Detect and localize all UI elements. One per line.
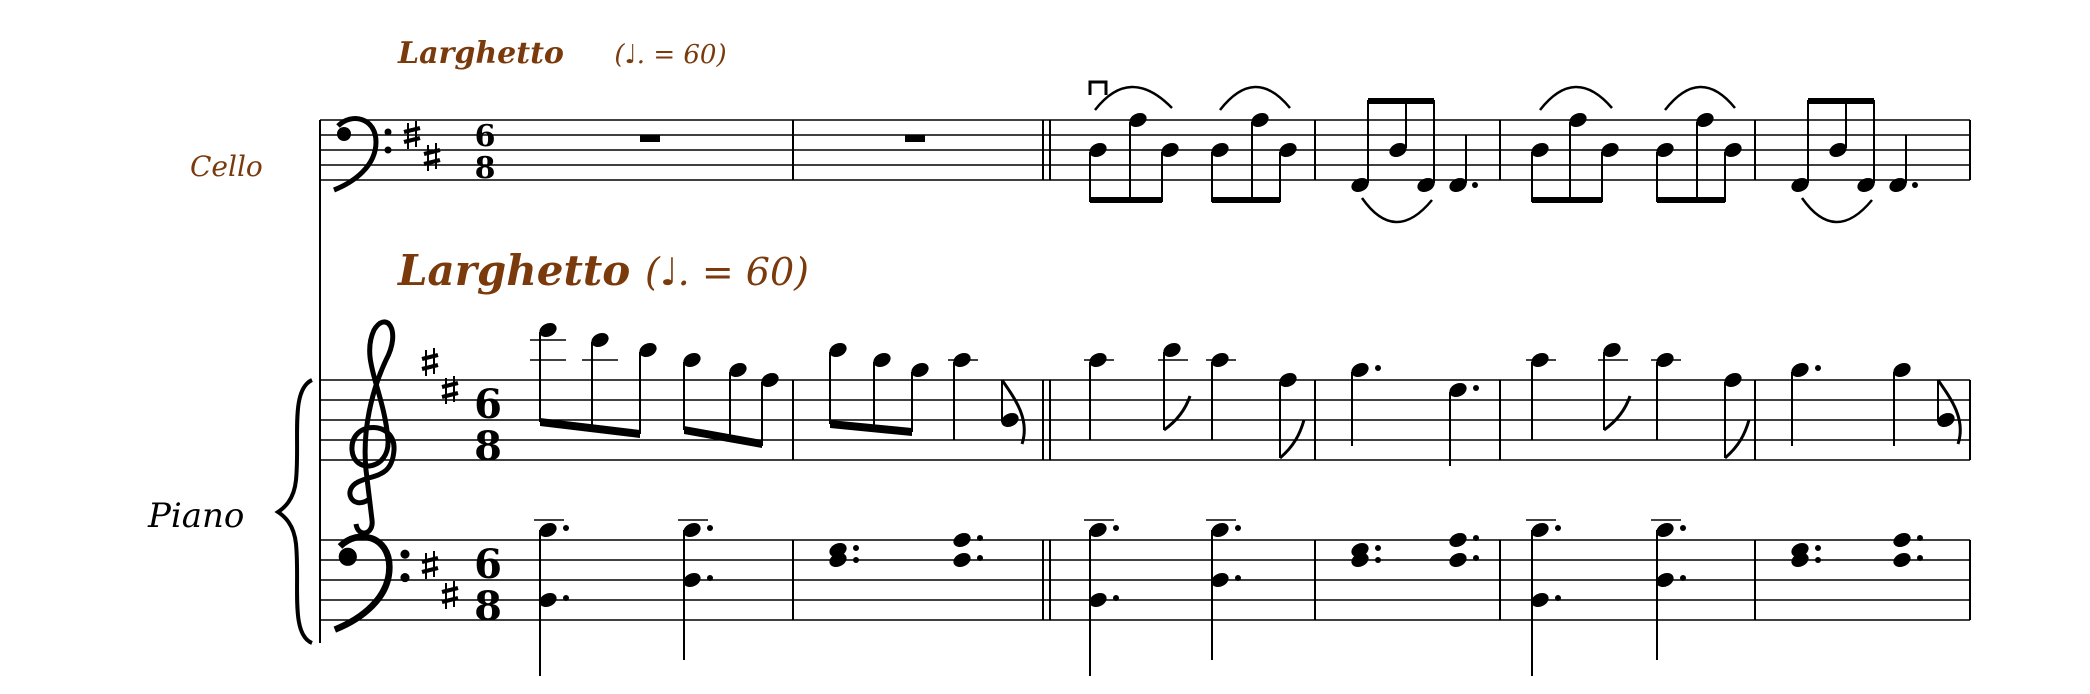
svg-text:6: 6 [474,541,502,588]
treble-clef [350,322,394,533]
piano-barlines [793,380,1970,620]
cello-measure-6 [1789,98,1918,222]
treble-measure-6 [1789,360,1960,446]
treble-time-signature [474,381,502,470]
treble-key-signature [422,348,458,404]
cello-measure-4 [1349,98,1478,222]
treble-measure-1 [530,320,781,448]
whole-rest [640,135,660,142]
svg-text:6: 6 [474,381,502,428]
piano-tempo-marking [398,246,809,295]
bass-ledger-and-stems [534,520,1681,676]
piano-bass-staff [320,540,1970,620]
cello-staff [320,120,1970,180]
cello-measure-3 [1087,82,1299,203]
cello-metronome: (♩. = 60) [614,40,727,70]
bass-time-signature [474,541,502,630]
piano-label: Piano [148,496,245,536]
piano-bass-clef [335,537,410,630]
svg-text:8: 8 [474,423,502,470]
cello-tempo-text: Larghetto [398,36,564,71]
svg-text:8: 8 [474,151,496,186]
treble-measure-2 [827,340,1024,444]
piano-metronome: (♩. = 60) [644,250,809,294]
piano-brace [278,380,312,643]
piano-treble-staff [320,380,1970,460]
svg-text:8: 8 [474,583,502,630]
down-bow-icon [1090,82,1106,95]
cello-key-signature [404,121,440,171]
cello-time-signature [475,119,496,186]
svg-text:6: 6 [474,119,496,154]
cello-label: Cello [190,150,263,183]
cello-measure-5 [1529,87,1744,203]
whole-rest [905,135,925,142]
treble-measure-4 [1349,360,1479,466]
cello-tempo-marking [398,36,727,71]
bass-chords [537,520,1923,609]
piano-tempo-text: Larghetto [398,246,631,295]
